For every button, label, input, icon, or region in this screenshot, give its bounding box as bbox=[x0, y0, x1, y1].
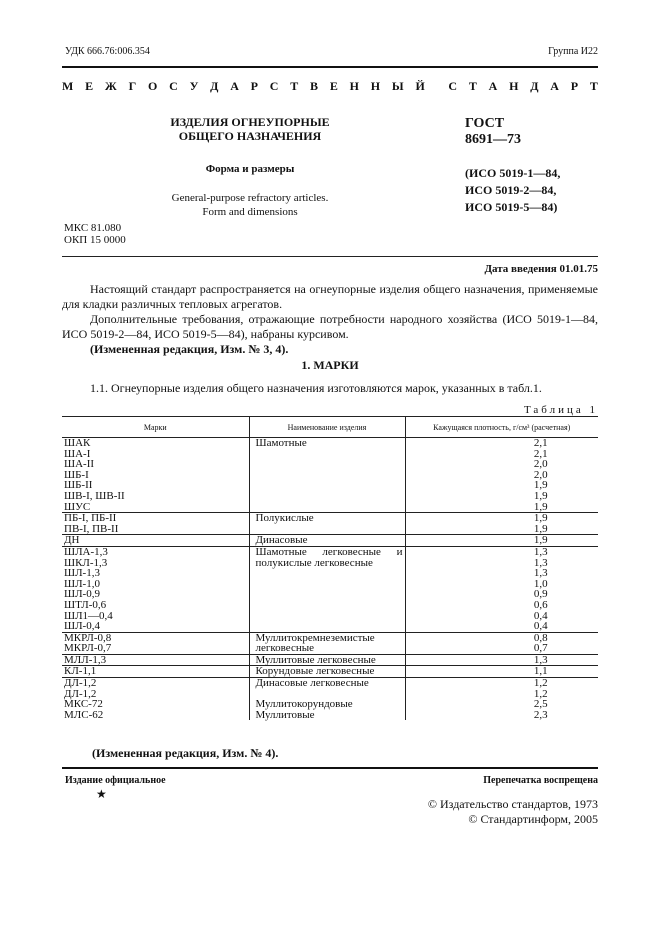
cell-mark: ША-II bbox=[64, 458, 95, 471]
cell-mark: ШЛ-0,9 bbox=[64, 588, 100, 601]
table-row bbox=[62, 459, 598, 470]
header-density: Кажущаяся плотность, г/см³ (расчетная) bbox=[405, 417, 598, 438]
banner-letter: С bbox=[169, 79, 178, 93]
cell-density: 1,2 bbox=[405, 678, 598, 689]
cell-density: 1,9 bbox=[405, 502, 598, 513]
banner-letter: Й bbox=[415, 79, 425, 93]
cell-mark: МКС-72 bbox=[64, 698, 103, 711]
section-heading: 1. МАРКИ bbox=[301, 358, 359, 372]
banner-letter: О bbox=[147, 79, 158, 93]
cell-mark: ПБ-I, ПБ-II bbox=[64, 512, 117, 525]
header-name: Наименование изделия bbox=[249, 417, 405, 438]
table-row bbox=[62, 558, 598, 569]
cell-name: Динасовые bbox=[249, 535, 405, 547]
introduction-date: Дата введения 01.01.75 bbox=[484, 263, 598, 275]
cell-mark: ДЛ-1,2 bbox=[64, 677, 97, 690]
banner-letter: Г bbox=[128, 79, 137, 93]
cell-mark: ШВ-I, ШВ-II bbox=[64, 489, 125, 502]
banner-letter: Ж bbox=[104, 79, 117, 93]
paragraph-additional: Дополнительные требования, отражающие потребности народного хозяйства (ИСО 5019-1—84, ИСО 5019-2—84, ИСО 5019-5—84), набраны курсивом. bbox=[62, 312, 598, 341]
cell-mark: ШУС bbox=[62, 502, 249, 513]
cell-density: 0,6 bbox=[405, 600, 598, 611]
table-row bbox=[62, 710, 598, 721]
english-title-1: General-purpose refractory articles. bbox=[171, 192, 329, 204]
cell-mark: ДЛ-1,2 bbox=[64, 687, 97, 700]
table-row bbox=[62, 600, 598, 611]
header-divider bbox=[62, 66, 598, 68]
cell-density: 2,1 bbox=[405, 449, 598, 460]
cell-name: легковесные bbox=[249, 643, 405, 654]
title-block bbox=[140, 115, 360, 219]
table-row bbox=[62, 589, 598, 600]
classification-codes bbox=[64, 222, 126, 246]
banner-letter: Е bbox=[85, 79, 94, 93]
cell-name bbox=[249, 470, 405, 481]
cell-name bbox=[249, 600, 405, 611]
table-caption: Таблица 1 bbox=[523, 404, 598, 416]
banner-letter: Р bbox=[250, 79, 258, 93]
cell-name bbox=[249, 568, 405, 579]
cell-name: Шамотные легковесные и bbox=[249, 546, 405, 557]
banner-letter: А bbox=[488, 79, 498, 93]
table-row bbox=[62, 666, 598, 678]
banner-letter: Р bbox=[570, 79, 579, 93]
cell-name: Муллитовые bbox=[249, 710, 405, 721]
amendment-note-1: (Измененная редакция, Изм. № 3, 4). bbox=[90, 342, 289, 356]
cell-mark: МКРЛ-0,7 bbox=[62, 643, 249, 654]
table-row bbox=[62, 611, 598, 622]
table-row bbox=[62, 632, 598, 643]
banner-letter: Н bbox=[349, 79, 359, 93]
banner-letter: М bbox=[62, 79, 74, 93]
banner-letter: А bbox=[550, 79, 559, 93]
cell-density: 0,4 bbox=[405, 611, 598, 622]
copyright-2005: © Стандартинформ, 2005 bbox=[468, 812, 598, 826]
gost-label: ГОСТ bbox=[465, 116, 505, 131]
group-code: Группа И22 bbox=[548, 46, 598, 57]
banner-letter: Е bbox=[329, 79, 338, 93]
cell-mark: ДН bbox=[62, 535, 249, 547]
banner-letter: С bbox=[269, 79, 279, 93]
cell-mark: МЛЛ-1,3 bbox=[62, 654, 249, 666]
cell-name bbox=[249, 579, 405, 590]
table-row bbox=[62, 579, 598, 590]
gost-number: 8691—73 bbox=[465, 132, 521, 147]
cell-name bbox=[249, 611, 405, 622]
table-row bbox=[62, 470, 598, 481]
table-row bbox=[62, 678, 598, 689]
cell-name: Динасовые легковесные bbox=[249, 678, 405, 689]
cell-name bbox=[249, 449, 405, 460]
banner-letter: Д bbox=[210, 79, 219, 93]
table-row bbox=[62, 480, 598, 491]
cell-density: 1,9 bbox=[405, 491, 598, 502]
banner-letter: Т bbox=[468, 79, 477, 93]
cell-name bbox=[249, 491, 405, 502]
cell-density: 1,3 bbox=[405, 546, 598, 557]
cell-density: 2,5 bbox=[405, 699, 598, 710]
cell-density: 0,8 bbox=[405, 632, 598, 643]
interstate-standard-banner bbox=[62, 79, 598, 94]
cell-density: 1,9 bbox=[405, 524, 598, 535]
marks-table bbox=[62, 416, 598, 720]
cell-name: Муллитокремнеземистые bbox=[249, 632, 405, 643]
cell-name bbox=[249, 589, 405, 600]
cell-mark: МКРЛ-0,8 bbox=[64, 631, 112, 644]
gost-block bbox=[465, 116, 585, 216]
body-text bbox=[62, 282, 598, 357]
cell-density: 1,1 bbox=[405, 666, 598, 678]
header-marks: Марки bbox=[62, 417, 249, 438]
table-row bbox=[62, 568, 598, 579]
subtitle: Форма и размеры bbox=[205, 163, 295, 175]
cell-name bbox=[249, 524, 405, 535]
cell-mark: ШЛ-1,0 bbox=[64, 577, 100, 590]
table-row bbox=[62, 699, 598, 710]
cell-mark: ШЛ-0,4 bbox=[62, 621, 249, 632]
cell-name bbox=[249, 621, 405, 632]
table-row bbox=[62, 643, 598, 654]
cell-density: 1,9 bbox=[405, 535, 598, 547]
cell-density: 1,9 bbox=[405, 513, 598, 524]
title-line-2: ОБЩЕГО НАЗНАЧЕНИЯ bbox=[178, 129, 322, 143]
cell-mark: ША-I bbox=[64, 447, 91, 460]
cell-mark: ШАК bbox=[64, 437, 91, 449]
iso-ref-1: (ИСО 5019-1—84, bbox=[465, 166, 561, 180]
cell-density: 1,9 bbox=[405, 480, 598, 491]
banner-letter: Т bbox=[589, 79, 598, 93]
banner-letter: В bbox=[310, 79, 319, 93]
date-divider bbox=[62, 256, 598, 257]
cell-density: 2,0 bbox=[405, 470, 598, 481]
cell-name: Полукислые bbox=[249, 513, 405, 524]
cell-density: 1,3 bbox=[405, 654, 598, 666]
table-row bbox=[62, 491, 598, 502]
cell-mark: ШЛ-1,3 bbox=[64, 567, 100, 580]
banner-letter: Н bbox=[509, 79, 519, 93]
title-line-1: ИЗДЕЛИЯ ОГНЕУПОРНЫЕ bbox=[170, 115, 330, 129]
table-row bbox=[62, 502, 598, 513]
cell-density: 1,3 bbox=[405, 568, 598, 579]
cell-name bbox=[249, 502, 405, 513]
cell-density: 0,9 bbox=[405, 589, 598, 600]
banner-letter: Н bbox=[370, 79, 381, 93]
cell-mark: МЛС-62 bbox=[64, 708, 104, 721]
paragraph-scope: Настоящий стандарт распространяется на огнеупорные изделия общего назначения, применяемые для кладки различных тепловых агрегатов. bbox=[62, 282, 598, 311]
amendment-note-2: (Измененная редакция, Изм. № 4). bbox=[92, 746, 279, 760]
okp-code: ОКП 15 0000 bbox=[64, 234, 126, 246]
banner-letter: Т bbox=[290, 79, 299, 93]
table-row bbox=[62, 438, 598, 449]
table-row bbox=[62, 449, 598, 460]
english-title-2: Form and dimensions bbox=[202, 206, 298, 218]
cell-density: 1,3 bbox=[405, 558, 598, 569]
cell-mark: ШТЛ-0,6 bbox=[64, 598, 107, 611]
cell-name: Муллитовые легковесные bbox=[249, 654, 405, 666]
banner-letter: С bbox=[448, 79, 458, 93]
cell-mark: ШБ-I bbox=[64, 468, 89, 481]
table-row bbox=[62, 524, 598, 535]
table-row bbox=[62, 546, 598, 557]
cell-density: 1,2 bbox=[405, 689, 598, 700]
cell-mark: ШКЛ-1,3 bbox=[64, 556, 108, 569]
copyright-1973: © Издательство стандартов, 1973 bbox=[427, 797, 598, 811]
cell-density: 1,0 bbox=[405, 579, 598, 590]
cell-density: 2,1 bbox=[405, 438, 598, 449]
udk-code: УДК 666.76:006.354 bbox=[65, 46, 150, 57]
table-row bbox=[62, 654, 598, 666]
cell-density: 2,0 bbox=[405, 459, 598, 470]
footer-divider bbox=[62, 767, 598, 769]
cell-name: Шамотные bbox=[249, 438, 405, 449]
cell-density: 2,3 bbox=[405, 710, 598, 721]
banner-letter: Д bbox=[530, 79, 539, 93]
cell-mark: ПВ-I, ПВ-II bbox=[62, 524, 249, 535]
cell-name: полукислые легковесные bbox=[249, 558, 405, 569]
mks-code: МКС 81.080 bbox=[64, 222, 122, 234]
reprint-prohibited: Перепечатка воспрещена bbox=[483, 775, 598, 786]
cell-mark: ШБ-II bbox=[64, 479, 93, 492]
cell-name: Корундовые легковесные bbox=[249, 666, 405, 678]
cell-name bbox=[249, 480, 405, 491]
star-icon: ★ bbox=[96, 787, 107, 801]
banner-letter: А bbox=[230, 79, 239, 93]
cell-name: Муллитокорундовые bbox=[249, 699, 405, 710]
table-row bbox=[62, 621, 598, 632]
official-edition: Издание официальное bbox=[65, 775, 166, 786]
cell-mark: ШЛА-1,3 bbox=[64, 545, 108, 558]
cell-name bbox=[249, 459, 405, 470]
table-row bbox=[62, 535, 598, 547]
banner-letter: Ы bbox=[391, 79, 404, 93]
table-row bbox=[62, 513, 598, 524]
cell-mark: ШЛ1—0,4 bbox=[64, 609, 113, 622]
clause-1-1: 1.1. Огнеупорные изделия общего назначения изготовляются марок, указанных в табл.1. bbox=[90, 381, 542, 395]
banner-letter: У bbox=[189, 79, 199, 93]
cell-density: 0,4 bbox=[405, 621, 598, 632]
cell-mark: КЛ-1,1 bbox=[62, 666, 249, 678]
iso-ref-2: ИСО 5019-2—84, bbox=[465, 183, 557, 197]
iso-ref-3: ИСО 5019-5—84) bbox=[465, 200, 558, 214]
cell-density: 0,7 bbox=[405, 643, 598, 654]
